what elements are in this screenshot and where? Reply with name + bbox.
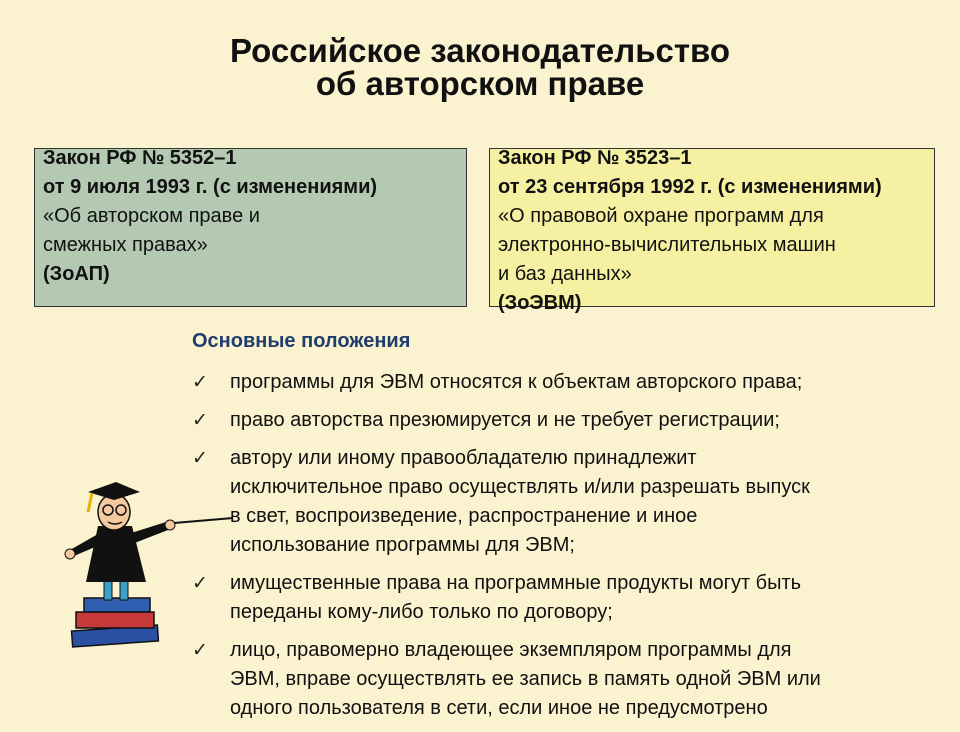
item-line: исключительное право осуществлять и/или разрешать выпуск bbox=[230, 476, 810, 498]
professor-illustration bbox=[28, 478, 248, 668]
item-line: ЭВМ, вправе осуществлять ее запись в память одной ЭВМ или bbox=[230, 668, 821, 690]
law-date: от 9 июля 1993 г. (с изменениями) bbox=[43, 176, 378, 198]
law-name-line: электронно-вычислительных машин bbox=[498, 234, 836, 256]
title-line-1: Российское законодательство bbox=[229, 32, 731, 69]
law-date: от 23 сентября 1992 г. (с изменениями) bbox=[498, 176, 882, 198]
checkmark-icon: ✓ bbox=[192, 573, 208, 594]
item-line: использование программы для ЭВМ; bbox=[230, 534, 575, 556]
checkmark-icon: ✓ bbox=[192, 372, 208, 393]
item-line: автору или иному правообладателю принадлежит bbox=[230, 447, 697, 469]
item-line: переданы кому-либо только по договору; bbox=[230, 601, 613, 623]
checkmark-icon: ✓ bbox=[192, 448, 208, 469]
title-line-2: об авторском праве bbox=[315, 65, 645, 102]
provisions-list bbox=[192, 368, 952, 732]
item-line: программы для ЭВМ относятся к объектам авторского права; bbox=[230, 371, 803, 393]
law-name-line: смежных правах» bbox=[43, 234, 208, 256]
item-line: лицо, правомерно владеющее экземпляром программы для bbox=[230, 639, 792, 661]
item-line: имущественные права на программные продукты могут быть bbox=[230, 572, 802, 594]
item-line: в свет, воспроизведение, распространение и иное bbox=[230, 505, 698, 527]
section-title: Основные положения bbox=[192, 330, 411, 352]
item-line: право авторства презюмируется и не требует регистрации; bbox=[230, 409, 780, 431]
law-number: Закон РФ № 5352–1 bbox=[43, 147, 237, 169]
law-number: Закон РФ № 3523–1 bbox=[498, 147, 692, 169]
list-item bbox=[192, 406, 952, 435]
law-abbreviation: (ЗоЭВМ) bbox=[498, 292, 582, 314]
list-item bbox=[192, 444, 952, 560]
law-name-line: «Об авторском праве и bbox=[43, 205, 260, 227]
item-line: одного пользователя в сети, если иное не предусмотрено bbox=[230, 697, 768, 719]
list-item bbox=[192, 636, 952, 723]
list-item bbox=[192, 569, 952, 627]
list-item bbox=[192, 368, 952, 397]
law-box-zoevm bbox=[489, 147, 935, 314]
page-title bbox=[0, 34, 960, 100]
law-box-zoap bbox=[34, 148, 467, 307]
law-abbreviation: (ЗоАП) bbox=[43, 263, 110, 285]
law-name-line: «О правовой охране программ для bbox=[498, 205, 824, 227]
law-name-line: и баз данных» bbox=[498, 263, 632, 285]
checkmark-icon: ✓ bbox=[192, 410, 208, 431]
checkmark-icon: ✓ bbox=[192, 640, 208, 661]
